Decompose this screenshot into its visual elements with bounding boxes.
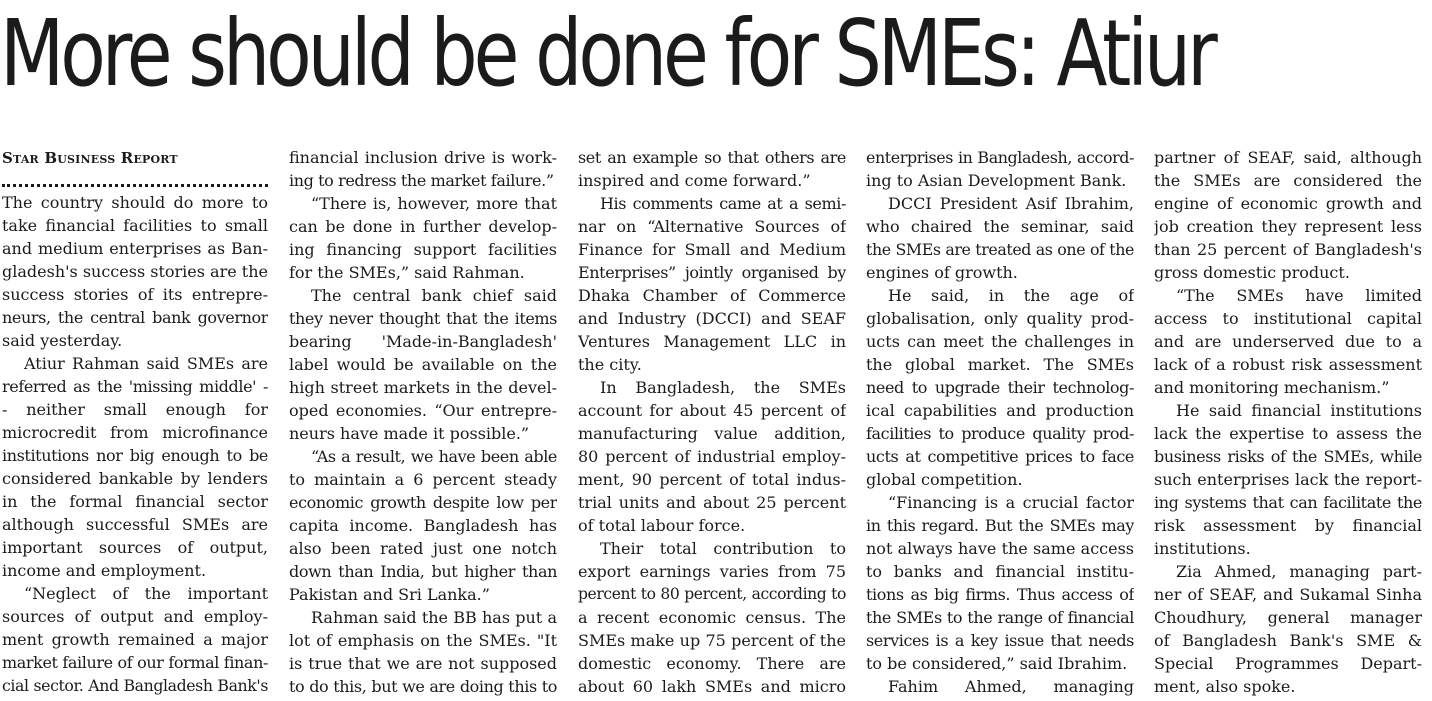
text-line: nar on “Alternative Sources of <box>578 217 846 236</box>
text-line: and Industry (DCCI) and SEAF <box>578 309 846 328</box>
text-line: trial units and about 25 percent <box>578 493 846 512</box>
text-line: in this regard. But the SMEs may <box>866 516 1134 535</box>
text-line: ing to Asian Development Bank. <box>866 171 1127 190</box>
text-line: and monitoring mechanism.” <box>1154 378 1390 397</box>
text-line: referred as the 'missing middle' - <box>2 377 268 396</box>
text-line: The country should do more to <box>2 193 268 212</box>
text-line: facilities to produce quality prod- <box>866 424 1134 443</box>
text-line: and are underserved due to a <box>1154 332 1422 351</box>
text-line: ment, also spoke. <box>1154 677 1296 696</box>
text-line: ner of SEAF, and Sukamal Sinha <box>1154 585 1422 604</box>
text-line: Rahman said the BB has put a <box>311 608 557 627</box>
text-line: business risks of the SMEs, while <box>1154 447 1422 466</box>
text-line: also been rated just one notch <box>289 539 557 558</box>
text-line: market failure of our formal finan- <box>2 653 268 672</box>
text-line: Dhaka Chamber of Commerce <box>578 286 846 305</box>
text-line: neurs, the central bank governor <box>2 308 268 327</box>
text-line: In Bangladesh, the SMEs <box>600 378 846 397</box>
article-column-3 <box>578 146 846 696</box>
text-line: about 60 lakh SMEs and micro <box>578 677 846 696</box>
text-line: ical capabilities and production <box>866 401 1134 420</box>
text-line: percent to 80 percent, according to <box>578 585 846 603</box>
text-line: ing to redress the market failure.” <box>289 171 554 190</box>
byline-dotted-rule <box>2 170 268 187</box>
byline: Star Business Report <box>2 149 178 167</box>
text-line: services is a key issue that needs <box>866 631 1134 650</box>
text-line: income and employment. <box>2 561 207 580</box>
text-line: not always have the same access <box>866 539 1134 558</box>
text-line: they never thought that the items <box>289 309 557 328</box>
text-line: in the formal financial sector <box>2 492 268 511</box>
text-line: Pakistan and Sri Lanka.” <box>289 585 490 604</box>
text-line: institutions. <box>1154 539 1251 558</box>
text-line: ing systems that can facilitate the <box>1154 493 1422 512</box>
text-line: the SMEs to the range of financial <box>866 608 1134 627</box>
text-line: domestic economy. There are <box>578 654 846 673</box>
text-line: microcredit from microfinance <box>2 423 268 442</box>
text-line: He said, in the age of <box>888 286 1134 305</box>
text-line: Atiur Rahman said SMEs are <box>24 354 268 373</box>
text-line: institutions nor big enough to be <box>2 446 268 465</box>
text-line: economic growth despite low per <box>289 493 557 512</box>
text-line: although successful SMEs are <box>2 515 268 534</box>
text-line: the SMEs are treated as one of the <box>866 240 1134 259</box>
headline: More should be done for SMEs: Atiur <box>0 0 1214 107</box>
text-line: engines of growth. <box>866 263 1018 282</box>
text-line: account for about 45 percent of <box>578 401 846 420</box>
text-line: neurs have made it possible.” <box>289 424 530 443</box>
text-line: important sources of output, <box>2 538 268 557</box>
text-line: Their total contribution to <box>600 539 846 558</box>
text-line: enterprises in Bangladesh, accord- <box>866 148 1134 167</box>
text-line: job creation they represent less <box>1154 217 1422 236</box>
text-line: the global market. The SMEs <box>866 355 1134 374</box>
text-line: “Neglect of the important <box>24 584 268 603</box>
text-line: of Bangladesh Bank's SME & <box>1154 631 1422 650</box>
text-line: ucts at competitive prices to face <box>866 447 1134 466</box>
text-line: cial sector. And Bangladesh Bank's <box>2 676 268 695</box>
text-line: gross domestic product. <box>1154 263 1350 282</box>
article-column-5 <box>1154 146 1422 696</box>
text-line: than 25 percent of Bangladesh's <box>1154 240 1422 259</box>
text-line: engine of economic growth and <box>1154 194 1422 213</box>
text-line: to do this, but we are doing this to <box>289 677 557 696</box>
text-line: said yesterday. <box>2 331 123 350</box>
text-line: considered bankable by lenders <box>2 469 268 488</box>
text-line: is true that we are not supposed <box>289 654 557 673</box>
text-line: “The SMEs have limited <box>1176 286 1422 305</box>
text-line: gladesh's success stories are the <box>2 262 268 281</box>
text-line: Zia Ahmed, managing part- <box>1176 562 1422 581</box>
text-line: Choudhury, general manager <box>1154 608 1422 627</box>
text-line: He said financial institutions <box>1176 401 1422 420</box>
text-line: to banks and financial institu- <box>866 562 1134 581</box>
text-line: the SMEs are considered the <box>1154 171 1422 190</box>
text-line: tions as big firms. Thus access of <box>866 585 1134 604</box>
text-line: oped economies. “Our entrepre- <box>289 401 557 420</box>
text-line: The central bank chief said <box>311 286 557 305</box>
article-column-2 <box>289 146 557 696</box>
text-line: Finance for Small and Medium <box>578 240 846 259</box>
text-line: the city. <box>578 355 642 374</box>
text-line: Special Programmes Depart- <box>1154 654 1422 673</box>
text-line: manufacturing value addition, <box>578 424 846 443</box>
text-line: capita income. Bangladesh has <box>289 516 557 535</box>
text-line: risk assessment by financial <box>1154 516 1422 535</box>
text-line: DCCI President Asif Ibrahim, <box>888 194 1134 213</box>
text-line: ucts can meet the challenges in <box>866 332 1134 351</box>
article-column-1 <box>2 146 268 696</box>
text-line: for the SMEs,” said Rahman. <box>289 263 525 282</box>
text-line: financial inclusion drive is work- <box>289 148 557 167</box>
text-line: Enterprises” jointly organised by <box>578 263 846 282</box>
text-line: need to upgrade their technolog- <box>866 378 1134 397</box>
text-line: take financial facilities to small <box>2 216 268 235</box>
text-line: inspired and come forward.” <box>578 171 811 190</box>
text-line: export earnings varies from 75 <box>578 562 846 581</box>
text-line: lot of emphasis on the SMEs. "It <box>289 631 557 650</box>
text-line: can be done in further develop- <box>289 217 557 236</box>
text-line: high street markets in the devel- <box>289 378 557 397</box>
text-line: His comments came at a semi- <box>600 194 846 213</box>
article-column-4 <box>866 146 1134 696</box>
text-line: “There is, however, more that <box>311 194 557 213</box>
text-line: who chaired the seminar, said <box>866 217 1134 236</box>
text-line: globalisation, only quality prod- <box>866 309 1134 328</box>
text-line: sources of output and employ- <box>2 607 268 626</box>
text-line: a recent economic census. The <box>578 608 846 627</box>
text-line: such enterprises lack the report- <box>1154 470 1422 489</box>
text-line: “As a result, we have been able <box>311 447 557 466</box>
text-line: - neither small enough for <box>2 400 268 419</box>
text-line: access to institutional capital <box>1154 309 1422 328</box>
text-line: ing financing support facilities <box>289 240 557 259</box>
text-line: lack the expertise to assess the <box>1154 424 1422 443</box>
text-line: ment, 90 percent of total indus- <box>578 470 846 489</box>
text-line: and medium enterprises as Ban- <box>2 239 268 258</box>
text-line: Fahim Ahmed, managing <box>888 677 1134 696</box>
text-line: bearing 'Made-in-Bangladesh' <box>289 332 557 351</box>
text-line: global competition. <box>866 470 1023 489</box>
text-line: set an example so that others are <box>578 148 846 167</box>
text-line: success stories of its entrepre- <box>2 285 268 304</box>
text-line: partner of SEAF, said, although <box>1154 148 1422 167</box>
text-line: to be considered,” said Ibrahim. <box>866 654 1128 673</box>
text-line: 80 percent of industrial employ- <box>578 447 846 466</box>
text-line: ment growth remained a major <box>2 630 268 649</box>
text-line: SMEs make up 75 percent of the <box>578 631 846 650</box>
text-line: down than India, but higher than <box>289 562 557 581</box>
text-line: of total labour force. <box>578 516 746 535</box>
text-line: label would be available on the <box>289 355 557 374</box>
text-line: lack of a robust risk assessment <box>1154 355 1422 374</box>
text-line: Ventures Management LLC in <box>578 332 846 351</box>
text-line: “Financing is a crucial factor <box>888 493 1134 512</box>
text-line: to maintain a 6 percent steady <box>289 470 557 489</box>
